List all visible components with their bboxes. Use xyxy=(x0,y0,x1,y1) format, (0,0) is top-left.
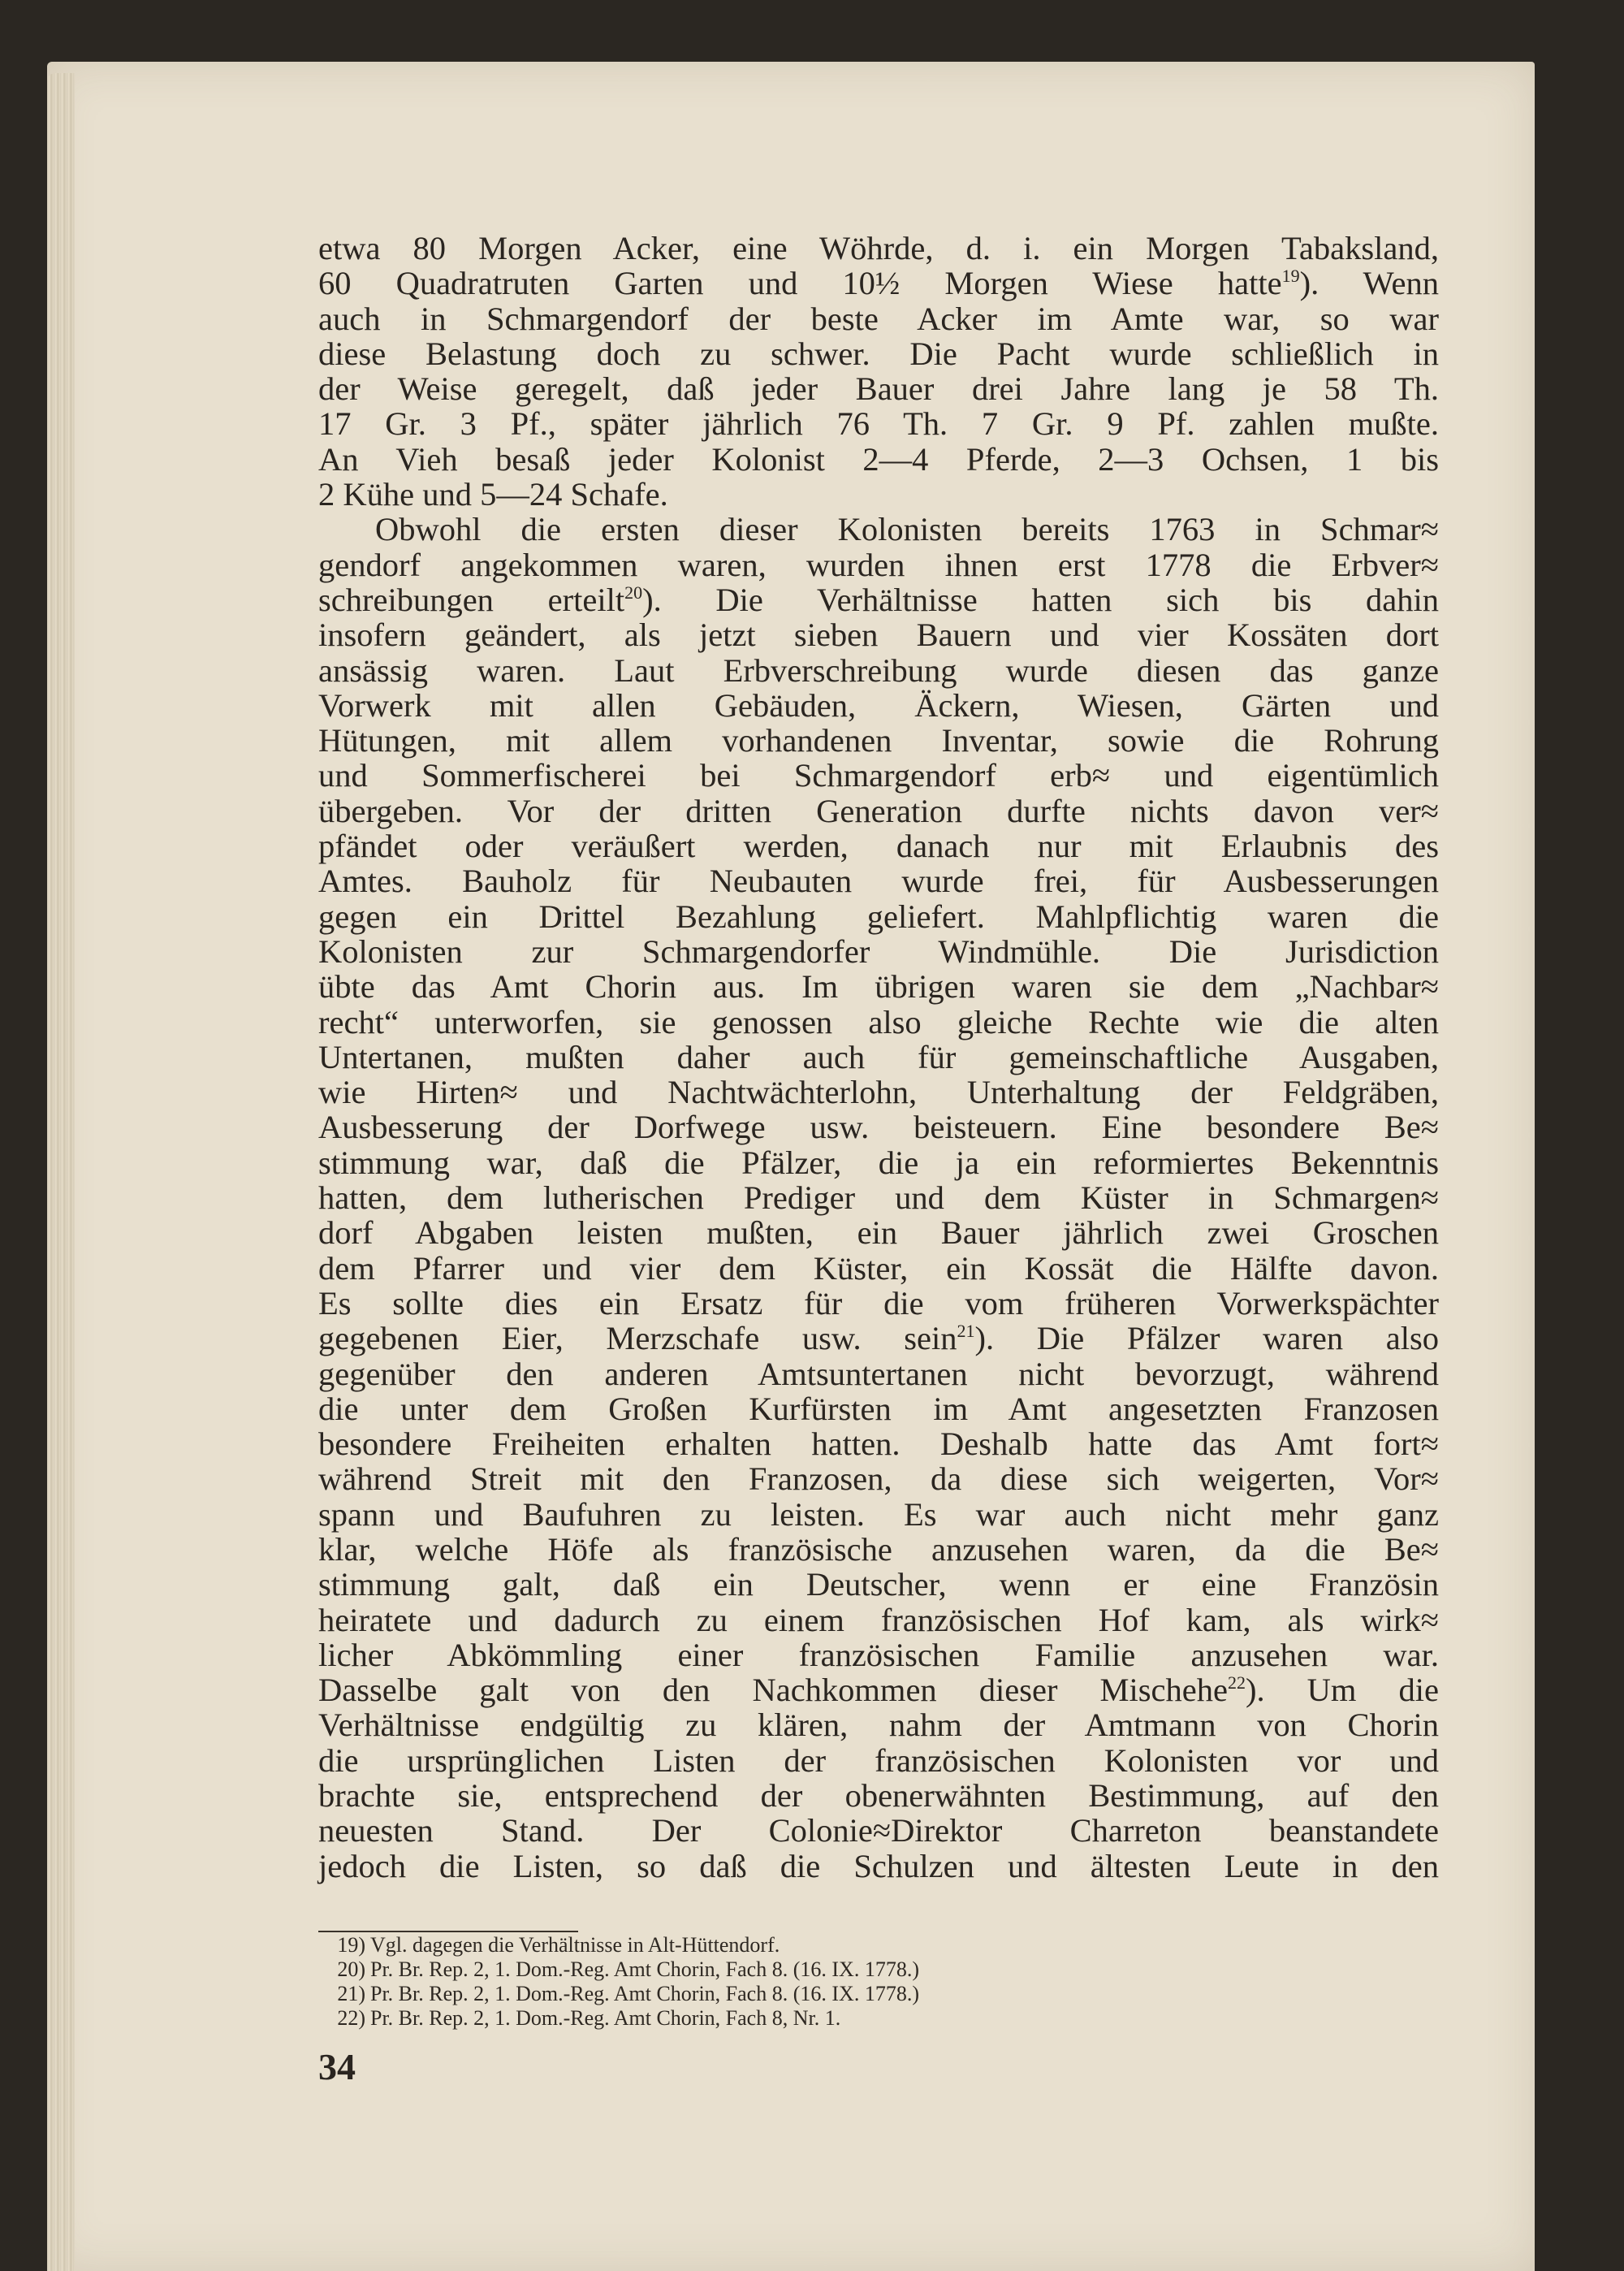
text-line: jedoch die Listen, so daß die Schulzen und ältesten Leute in den xyxy=(318,1847,1439,1884)
text-line: auch in Schmargendorf der beste Acker im Amte war, so war xyxy=(318,300,1439,337)
footnote-divider xyxy=(318,1931,578,1932)
footnote-ref-21[interactable]: 21 xyxy=(957,1321,975,1342)
paragraph-2 xyxy=(318,512,1439,1884)
footnote-ref-22[interactable]: 22 xyxy=(1227,1672,1246,1694)
text-line xyxy=(318,582,1439,617)
text-line-part: schreibungen erteilt xyxy=(318,581,625,618)
text-line: heiratete und dadurch zu einem französischen Hof kam, als wirk≈ xyxy=(318,1601,1439,1638)
text-line: ansässig waren. Laut Erbverschreibung wurde diesen das ganze xyxy=(318,651,1439,689)
text-line: brachte sie, entsprechend der obenerwähnten Bestimmung, auf den xyxy=(318,1777,1439,1815)
text-line: 2 Kühe und 5—24 Schafe. xyxy=(318,476,668,513)
footnote-number: 22) xyxy=(337,2006,365,2030)
text-line: Vorwerk mit allen Gebäuden, Äckern, Wiesen, Gärten und xyxy=(318,686,1439,724)
text-line-part: ). Um die xyxy=(1245,1672,1439,1709)
text-line xyxy=(318,266,1439,301)
footnote-text: Pr. Br. Rep. 2, 1. Dom.-Reg. Amt Chorin, Fach 8. (16. IX. 1778.) xyxy=(370,1957,919,1981)
text-line xyxy=(318,1321,1439,1356)
footnote-22 xyxy=(318,2006,1293,2031)
footnotes xyxy=(318,1933,1293,2031)
footnote-20 xyxy=(318,1957,1293,1982)
text-line: stimmung war, daß die Pfälzer, die ja ein reformiertes Bekenntnis xyxy=(318,1144,1439,1181)
text-line-part: ). Die Pfälzer waren also xyxy=(974,1320,1439,1357)
text-line: Ausbesserung der Dorfwege usw. beisteuern. Eine besondere Be≈ xyxy=(318,1109,1439,1146)
text-line: klar, welche Höfe als französische anzusehen waren, da die Be≈ xyxy=(318,1530,1439,1568)
text-line-part: gegebenen Eier, Merzschafe usw. sein xyxy=(318,1320,957,1357)
text-line: die ursprünglichen Listen der französischen Kolonisten vor und xyxy=(318,1741,1439,1779)
text-line: hatten, dem lutherischen Prediger und dem Küster in Schmargen≈ xyxy=(318,1179,1439,1217)
footnote-number: 19) xyxy=(337,1933,365,1957)
text-line: Verhältnisse endgültig zu klären, nahm der Amtmann von Chorin xyxy=(318,1706,1439,1744)
text-line: Obwohl die ersten dieser Kolonisten bereits 1763 in Schmar≈ xyxy=(375,511,1439,548)
text-line: stimmung galt, daß ein Deutscher, wenn er eine Französin xyxy=(318,1566,1439,1603)
text-line: etwa 80 Morgen Acker, eine Wöhrde, d. i. ein Morgen Tabaksland, xyxy=(318,230,1439,266)
footnote-number: 21) xyxy=(337,1982,365,2005)
text-line: Es sollte dies ein Ersatz für die vom früheren Vorwerkspächter xyxy=(318,1284,1439,1322)
text-line-part: Dasselbe galt von den Nachkommen dieser Mischehe xyxy=(318,1672,1228,1709)
paragraph-1 xyxy=(318,231,1439,512)
text-line-part: ). Wenn xyxy=(1299,265,1439,302)
footnote-text: Pr. Br. Rep. 2, 1. Dom.-Reg. Amt Chorin, Fach 8. (16. IX. 1778.) xyxy=(370,1982,919,2005)
footnote-number: 20) xyxy=(337,1957,365,1981)
text-line: während Streit mit den Franzosen, da diese sich weigerten, Vor≈ xyxy=(318,1460,1439,1498)
text-line: dorf Abgaben leisten mußten, ein Bauer jährlich zwei Groschen xyxy=(318,1214,1439,1252)
text-line: gegenüber den anderen Amtsuntertanen nicht bevorzugt, während xyxy=(318,1355,1439,1392)
text-line: gendorf angekommen waren, wurden ihnen erst 1778 die Erbver≈ xyxy=(318,546,1439,583)
text-line: licher Abkömmling einer französischen Familie anzusehen war. xyxy=(318,1636,1439,1673)
footnote-ref-20[interactable]: 20 xyxy=(624,582,643,603)
footnote-19 xyxy=(318,1933,1293,1957)
text-line: dem Pfarrer und vier dem Küster, ein Kossät die Hälfte davon. xyxy=(318,1249,1439,1287)
text-line: der Weise geregelt, daß jeder Bauer drei Jahre lang je 58 Th. xyxy=(318,370,1439,408)
text-line: recht“ unterworfen, sie genossen also gleiche Rechte wie die alten xyxy=(318,1003,1439,1040)
text-line: pfändet oder veräußert werden, danach nur mit Erlaubnis des xyxy=(318,828,1439,865)
text-line: An Vieh besaß jeder Kolonist 2—4 Pferde, 2—3 Ochsen, 1 bis xyxy=(318,440,1439,478)
text-line: besondere Freiheiten erhalten hatten. Deshalb hatte das Amt fort≈ xyxy=(318,1425,1439,1463)
footnote-ref-19[interactable]: 19 xyxy=(1281,266,1300,287)
page-number: 34 xyxy=(318,2046,356,2087)
text-line: neuesten Stand. Der Colonie≈Direktor Charreton beanstandete xyxy=(318,1812,1439,1849)
text-line: Kolonisten zur Schmargendorfer Windmühle. Die Jurisdiction xyxy=(318,932,1439,970)
text-line: 17 Gr. 3 Pf., später jährlich 76 Th. 7 Gr. 9 Pf. zahlen mußte. xyxy=(318,405,1439,443)
text-line: Hütungen, mit allem vorhandenen Inventar, sowie die Rohrung xyxy=(318,722,1439,759)
text-line: Amtes. Bauholz für Neubauten wurde frei, für Ausbesserungen xyxy=(318,863,1439,900)
footnote-text: Vgl. dagegen die Verhältnisse in Alt-Hüttendorf. xyxy=(370,1933,780,1957)
text-line-part: ). Die Verhältnisse hatten sich bis dahin xyxy=(642,581,1440,618)
text-line xyxy=(318,1672,1439,1707)
text-line: und Sommerfischerei bei Schmargendorf erb≈ und eigentümlich xyxy=(318,757,1439,794)
text-line-part: 60 Quadratruten Garten und 10½ Morgen Wiese hatte xyxy=(318,265,1282,302)
text-line: übte das Amt Chorin aus. Im übrigen waren sie dem „Nachbar≈ xyxy=(318,968,1439,1006)
text-line: gegen ein Drittel Bezahlung geliefert. Mahlpflichtig waren die xyxy=(318,898,1439,935)
text-line: wie Hirten≈ und Nachtwächterlohn, Unterhaltung der Feldgräben, xyxy=(318,1074,1439,1111)
text-line: übergeben. Vor der dritten Generation durfte nichts davon ver≈ xyxy=(318,792,1439,829)
text-line: insofern geändert, als jetzt sieben Bauern und vier Kossäten dort xyxy=(318,616,1439,654)
text-line: spann und Baufuhren zu leisten. Es war auch nicht mehr ganz xyxy=(318,1495,1439,1533)
text-line: Untertanen, mußten daher auch für gemeinschaftliche Ausgaben, xyxy=(318,1038,1439,1075)
footnote-text: Pr. Br. Rep. 2, 1. Dom.-Reg. Amt Chorin, Fach 8, Nr. 1. xyxy=(370,2006,841,2030)
page-stack-edge xyxy=(47,73,75,2271)
footnote-21 xyxy=(318,1982,1293,2006)
body-text xyxy=(318,231,1439,1884)
text-line: diese Belastung doch zu schwer. Die Pacht wurde schließlich in xyxy=(318,335,1439,372)
text-line: die unter dem Großen Kurfürsten im Amt angesetzten Franzosen xyxy=(318,1390,1439,1427)
